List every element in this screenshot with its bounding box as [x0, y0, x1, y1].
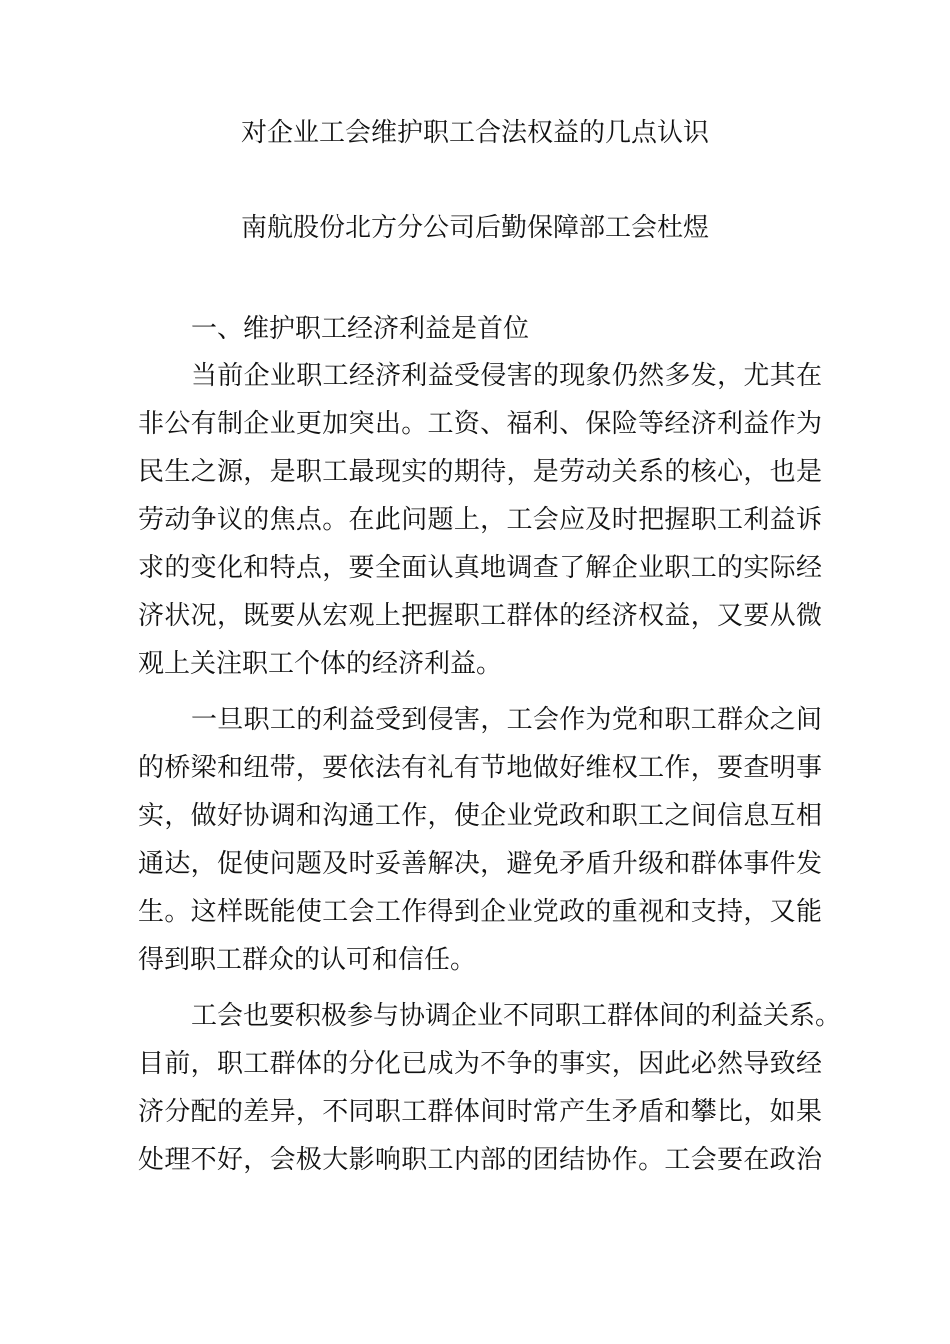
paragraph-line: 通达，促使问题及时妥善解决，避免矛盾升级和群体事件发: [138, 849, 822, 879]
paragraph-line: 观上关注职工个体的经济利益。: [138, 649, 503, 679]
paragraph-line: 民生之源，是职工最现实的期待，是劳动关系的核心，也是: [138, 457, 822, 487]
document-title: 对企业工会维护职工合法权益的几点认识: [240, 118, 709, 148]
paragraph-line: 一旦职工的利益受到侵害，工会作为党和职工群众之间: [191, 705, 822, 735]
paragraph-line: 济状况，既要从宏观上把握职工群体的经济权益，又要从微: [138, 601, 822, 631]
document-author: 南航股份北方分公司后勤保障部工会杜煜: [240, 213, 709, 243]
paragraph-line: 得到职工群众的认可和信任。: [138, 945, 477, 975]
paragraph-line: 工会也要积极参与协调企业不同职工群体间的利益关系。: [191, 1001, 842, 1031]
paragraph-line: 劳动争议的焦点。在此问题上，工会应及时把握职工利益诉: [138, 505, 822, 535]
paragraph-line: 济分配的差异，不同职工群体间时常产生矛盾和攀比，如果: [138, 1097, 822, 1127]
paragraph-line: 生。这样既能使工会工作得到企业党政的重视和支持，又能: [138, 897, 822, 927]
paragraph-line: 实，做好协调和沟通工作，使企业党政和职工之间信息互相: [138, 801, 822, 831]
paragraph-line: 处理不好，会极大影响职工内部的团结协作。工会要在政治: [138, 1145, 822, 1175]
section-heading: 一、维护职工经济利益是首位: [191, 314, 530, 344]
paragraph-line: 非公有制企业更加突出。工资、福利、保险等经济利益作为: [138, 409, 822, 439]
paragraph-line: 目前，职工群体的分化已成为不争的事实，因此必然导致经: [138, 1049, 822, 1079]
paragraph-line: 当前企业职工经济利益受侵害的现象仍然多发，尤其在: [191, 361, 822, 391]
paragraph-line: 求的变化和特点，要全面认真地调查了解企业职工的实际经: [138, 553, 822, 583]
paragraph-line: 的桥梁和纽带，要依法有礼有节地做好维权工作，要查明事: [138, 753, 822, 783]
